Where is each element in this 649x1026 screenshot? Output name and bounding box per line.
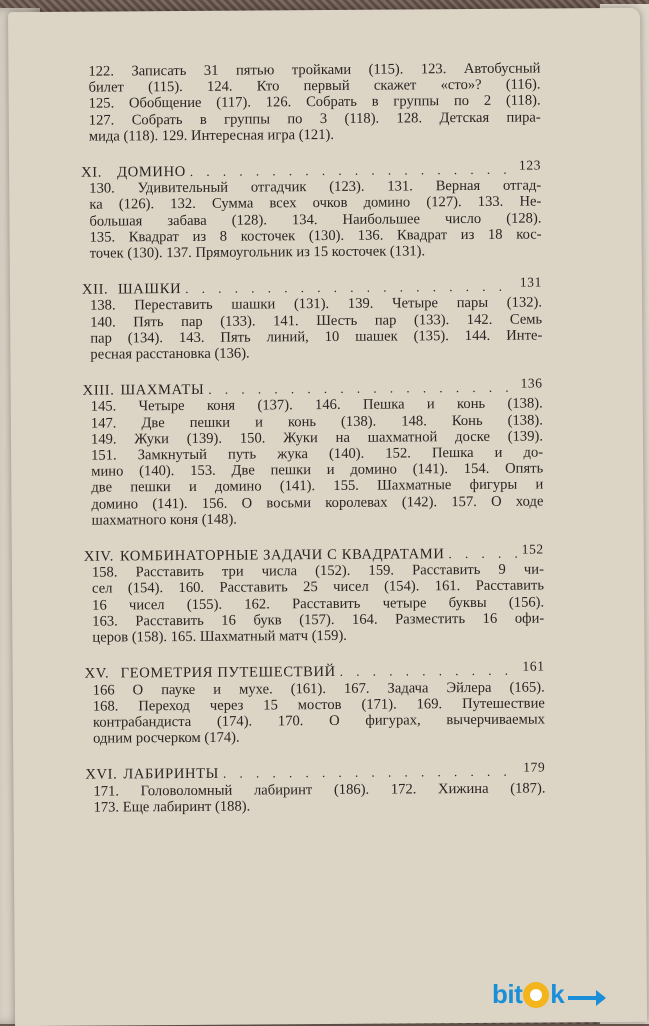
chapter-list bbox=[81, 157, 546, 816]
toc-item-line: 135. Квадрат из 8 косточек (130). 136. Квадрат из 18 кос- bbox=[89, 226, 542, 246]
chapter-item-list bbox=[83, 396, 544, 529]
toc-item-line: 16 чисел (155). 162. Расставить четыре буквы (156). bbox=[92, 594, 545, 614]
toc-item-line: 173. Еще лабиринт (188). bbox=[93, 798, 251, 816]
chapter-section bbox=[83, 541, 545, 646]
chapter-title: КОМБИНАТОРНЫЕ ЗАДАЧИ С КВАДРАТАМИ bbox=[119, 546, 445, 565]
dot-leader bbox=[448, 546, 517, 563]
chapter-section bbox=[85, 759, 546, 816]
toc-item-line: 122. Записать 31 пятью тройками (115). 123. Автобусный bbox=[88, 60, 541, 80]
chapter-title: ДОМИНО bbox=[117, 163, 186, 181]
toc-intro-items bbox=[80, 60, 541, 144]
watermark-text-bit: bit bbox=[492, 978, 523, 1009]
toc-item-line: две пешки и домино (141). 155. Шахматные фигуры и bbox=[91, 476, 544, 497]
toc-item-line: пар (134). 143. Пять линий, 10 шашек (135). 144. Инте- bbox=[90, 327, 543, 347]
chapter-item-list bbox=[82, 295, 542, 363]
toc-item-line: 166 О пауке и мухе. (161). 167. Задача Эйлера (165). bbox=[92, 678, 545, 699]
chapter-page-number: 136 bbox=[520, 375, 543, 391]
toc-item-line: 127. Собрать в группы по 3 (118). 128. Детская пира- bbox=[88, 109, 541, 129]
chapter-number: XI. bbox=[81, 164, 103, 181]
toc-item-line: 147. Две пешки и конь (138). 148. Конь (138). bbox=[90, 412, 543, 432]
toc-item-line: большая забава (128). 134. Наибольшее число (128). bbox=[89, 210, 542, 230]
toc-item-line: домино (141). 156. О восьми королевах (142). 157. О ходе bbox=[91, 493, 544, 513]
toc-item-line: 168. Переход через 15 мостов (171). 169. Путешествие bbox=[92, 695, 545, 715]
toc-item-line: ка (126). 132. Сумма всех очков домино (127). 133. Не- bbox=[89, 193, 542, 214]
chapter-item-list bbox=[85, 780, 545, 816]
toc-item-line: 149. Жуки (139). 150. Жуки на шахматной доске (139). bbox=[90, 428, 544, 448]
toc-item-line: сел (154). 160. Расставить 25 чисел (154). 161. Расставить bbox=[91, 577, 545, 598]
chapter-title: ШАХМАТЫ bbox=[120, 382, 205, 399]
toc-item-line: 130. Удивительный отгадчик (123). 131. Верная отгад- bbox=[89, 177, 542, 197]
chapter-section bbox=[84, 658, 546, 747]
chapter-section bbox=[81, 157, 542, 262]
chapter-section bbox=[82, 375, 544, 529]
toc-item-line: 125. Обобщение (117). 126. Собрать в группы по 2 (118). bbox=[88, 92, 541, 113]
toc-item-line: 140. Пять пар (133). 141. Шесть пар (133). 142. Семь bbox=[90, 311, 543, 331]
toc-item-line: 151. Замкнутый путь жука (140). 152. Пешка и до- bbox=[91, 444, 544, 464]
toc-item-line: шахматного коня (148). bbox=[91, 511, 237, 529]
toc-item-line: 145. Четыре коня (137). 146. Пешка и конь (138). bbox=[90, 395, 543, 416]
chapter-title: ГЕОМЕТРИЯ ПУТЕШЕСТВИЙ bbox=[120, 664, 336, 682]
chapter-title: ЛАБИРИНТЫ bbox=[123, 766, 219, 783]
chapter-number: XII. bbox=[81, 281, 109, 298]
chapter-item-list bbox=[85, 679, 545, 747]
chapter-section bbox=[81, 274, 543, 363]
chapter-page-number: 161 bbox=[522, 658, 545, 674]
toc-item-line: контрабандиста (174). 170. О фигурах, вычерчиваемых bbox=[92, 711, 546, 731]
toc-item-line: ресная расстановка (136). bbox=[90, 345, 250, 363]
toc-item-line: 163. Расставить 16 букв (157). 164. Разместить 16 офи- bbox=[92, 610, 545, 630]
watermark-coin-icon bbox=[523, 982, 549, 1008]
chapter-number: XV. bbox=[84, 665, 110, 682]
toc-item-line: мино (140). 153. Две пешки и домино (141). 154. Опять bbox=[91, 460, 544, 480]
chapter-number: XVI. bbox=[85, 766, 118, 783]
toc-item-line: точек (130). 137. Прямоугольник из 15 косточек (131). bbox=[89, 243, 426, 262]
toc-item-line: билет (115). 124. Кто первый скажет «сто»? (116). bbox=[88, 76, 541, 96]
watermark-arrow-icon bbox=[568, 996, 604, 1000]
toc-item-line: одним росчерком (174). bbox=[93, 729, 240, 747]
chapter-page-number: 152 bbox=[521, 541, 544, 557]
toc-item-line: церов (158). 165. Шахматный матч (159). bbox=[92, 627, 347, 646]
chapter-item-list bbox=[81, 178, 542, 262]
chapter-page-number: 179 bbox=[523, 759, 546, 775]
toc-item-line: мида (118). 129. Интересная игра (121). bbox=[88, 126, 335, 145]
watermark-text-k: k bbox=[550, 978, 565, 1009]
toc-item-line: 158. Расставить три числа (152). 159. Расставить 9 чи- bbox=[91, 561, 544, 581]
book-page bbox=[8, 8, 647, 1026]
chapter-item-list bbox=[84, 562, 545, 646]
toc-item-line: 171. Головоломный лабиринт (186). 172. Хижина (187). bbox=[93, 779, 546, 800]
chapter-title: ШАШКИ bbox=[117, 281, 182, 298]
chapter-number: XIII. bbox=[82, 382, 115, 399]
chapter-page-number: 123 bbox=[518, 157, 542, 173]
table-of-contents bbox=[80, 60, 545, 835]
dot-leader bbox=[223, 764, 519, 782]
intro-item-list bbox=[80, 60, 541, 144]
dot-leader bbox=[340, 663, 519, 680]
chapter-number: XIV. bbox=[83, 548, 114, 565]
bitok-watermark-logo bbox=[492, 974, 604, 1014]
toc-item-line: 138. Переставить шашки (131). 139. Четыре пары (132). bbox=[90, 294, 543, 315]
chapter-page-number: 131 bbox=[519, 274, 542, 290]
